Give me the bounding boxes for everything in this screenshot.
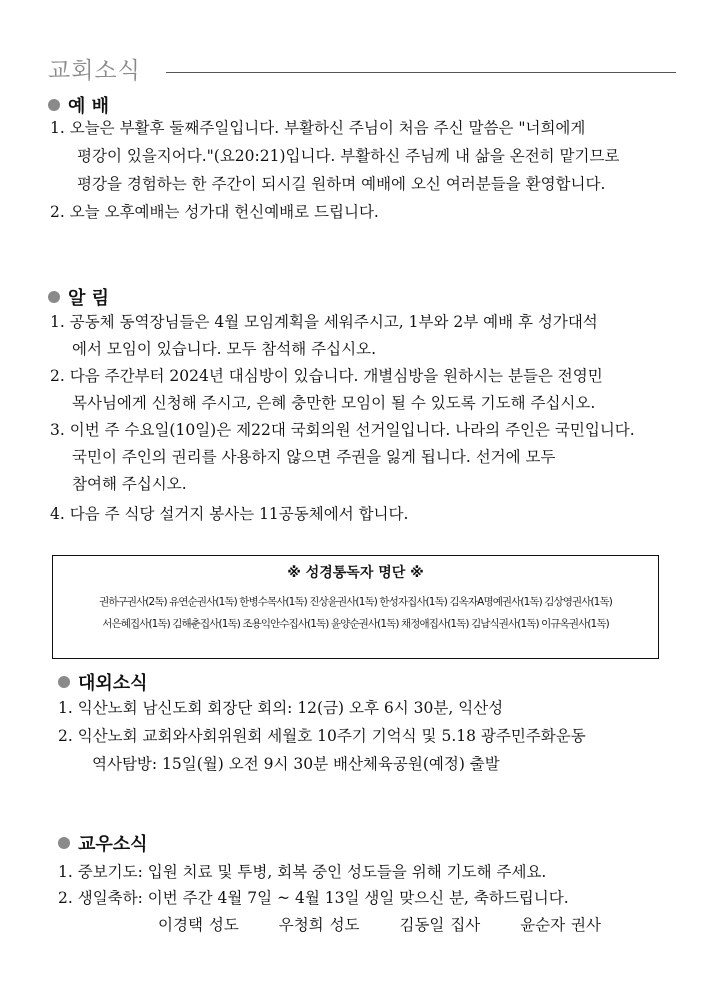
- item-line: 공동체 동역장님들은 4월 모임계획을 세워주시고, 1부와 2부 예배 후 성가대석: [69, 313, 598, 331]
- notice-item-1-line-2: 에서 모임이 있습니다. 모두 참석해 주십시오.: [72, 340, 377, 358]
- birthday-name: 우청희 성도: [278, 916, 360, 934]
- item-number: 4.: [50, 505, 65, 523]
- page-title: 교회소식: [48, 58, 141, 84]
- item-line: 오늘은 부활후 둘째주일입니다. 부활하신 주님이 처음 주신 말씀은 "너희에게: [69, 119, 586, 137]
- notice-item-3-line-2: 국민이 주인의 권리를 사용하지 않으면 주권을 잃게 됩니다. 선거에 모두: [72, 448, 556, 466]
- external-item-2: [58, 722, 586, 750]
- notice-item-1: [50, 308, 598, 336]
- external-item-1: [58, 694, 503, 722]
- worship-heading-text: 예 배: [68, 96, 110, 117]
- external-item-2-line-2: 역사탐방: 15일(월) 오전 9시 30분 배산체육공원(예정) 출발: [92, 755, 500, 773]
- external-heading: [58, 669, 148, 695]
- item-number: 1.: [50, 313, 65, 331]
- birthday-name: 이경택 성도: [158, 916, 239, 934]
- item-number: 2.: [58, 889, 73, 907]
- worship-item-1-line-2: 평강이 있을지어다."(요20:21)입니다. 부활하신 주님께 내 삶을 온전히 맡기므로: [77, 147, 620, 165]
- notices-heading: [48, 284, 109, 310]
- worship-item-1-line-3: 평강을 경험하는 한 주간이 되시길 원하며 예배에 오신 여러분들을 환영합니다.: [77, 175, 606, 193]
- members-heading: [58, 830, 148, 856]
- item-line: 다음 주간부터 2024년 대심방이 있습니다. 개별심방을 원하시는 분들은 전영민: [69, 367, 603, 385]
- item-line: 익산노회 교회와사회위원회 세월호 10주기 기억식 및 5.18 광주민주화운동: [77, 727, 586, 745]
- bullet-icon: [58, 676, 70, 688]
- bible-readers-box: [52, 555, 659, 659]
- notices-heading-text: 알 림: [68, 288, 110, 309]
- birthday-names: [158, 913, 635, 935]
- item-line: 다음 주 식당 설거지 봉사는 11공동체에서 합니다.: [69, 505, 409, 523]
- item-number: 1.: [50, 119, 65, 137]
- notice-item-4: [50, 500, 408, 528]
- title-divider: [166, 72, 676, 73]
- item-number: 3.: [50, 421, 65, 439]
- item-line: 중보기도: 입원 치료 및 투병, 회복 중인 성도들을 위해 기도해 주세요.: [77, 863, 547, 881]
- bible-readers-title: ※ 성경통독자 명단 ※: [287, 565, 424, 581]
- item-line: 익산노회 남신도회 회장단 회의: 12(금) 오후 6시 30분, 익산성: [77, 699, 504, 717]
- item-line: 오늘 오후예배는 성가대 헌신예배로 드립니다.: [69, 203, 379, 221]
- bible-readers-line-1: 권하구권사(2독) 유연순권사(1독) 한병수목사(1독) 진상윤권사(1독) 한성자집사(1독) 김옥자A명예권사(1독) 김상영권사(1독): [99, 596, 612, 608]
- bullet-icon: [48, 291, 60, 303]
- item-number: 1.: [58, 699, 73, 717]
- item-number: 1.: [58, 863, 73, 881]
- bullet-icon: [48, 99, 60, 111]
- bible-readers-line-2: 서은혜집사(1독) 김해춘집사(1독) 조용익안수집사(1독) 윤양순권사(1독) 채정애집사(1독) 김남식권사(1독) 이규옥권사(1독): [102, 618, 609, 630]
- item-line: 생일축하: 이번 주간 4월 7일 ~ 4월 13일 생일 맞으신 분, 축하드립니다.: [77, 889, 569, 907]
- members-item-1: [58, 858, 546, 886]
- item-line: 이번 주 수요일(10일)은 제22대 국회의원 선거일입니다. 나라의 주인은 국민입니다.: [69, 421, 635, 439]
- members-item-2: [58, 884, 569, 912]
- members-heading-text: 교우소식: [78, 834, 148, 855]
- worship-item-2: [50, 198, 379, 226]
- notice-item-3: [50, 416, 635, 444]
- worship-item-1: [50, 114, 585, 142]
- item-number: 2.: [58, 727, 73, 745]
- notice-item-2-line-2: 목사님에게 신청해 주시고, 은혜 충만한 모임이 될 수 있도록 기도해 주십시오.: [72, 394, 596, 412]
- birthday-name: 김동일 집사: [399, 916, 481, 934]
- item-number: 2.: [50, 203, 65, 221]
- birthday-name: 윤순자 권사: [520, 916, 601, 934]
- notice-item-2: [50, 362, 603, 390]
- notice-item-3-line-3: 참여해 주십시오.: [72, 475, 187, 493]
- bullet-icon: [58, 837, 70, 849]
- item-number: 2.: [50, 367, 65, 385]
- external-heading-text: 대외소식: [78, 673, 148, 694]
